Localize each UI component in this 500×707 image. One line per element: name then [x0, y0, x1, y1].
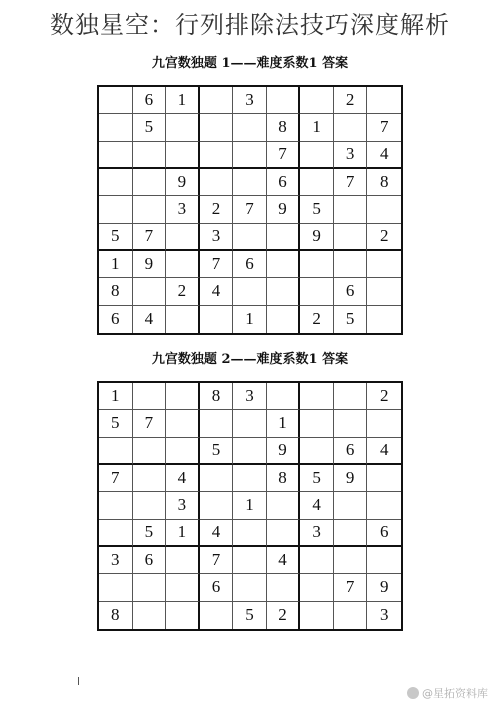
sudoku-cell: 7: [200, 547, 234, 574]
sudoku-cell: [267, 306, 301, 333]
sudoku-cell: 9: [267, 196, 301, 223]
sudoku-cell: [300, 142, 334, 169]
sudoku-cell: 4: [166, 465, 200, 492]
sudoku-cell: [367, 547, 401, 574]
sudoku-cell: 6: [200, 574, 234, 601]
sudoku-cell: 4: [367, 142, 401, 169]
sudoku-cell: [300, 574, 334, 601]
sudoku-cell: [200, 465, 234, 492]
sudoku-cell: [200, 492, 234, 519]
sudoku-cell: [133, 278, 167, 305]
sudoku-cell: 1: [300, 114, 334, 141]
sudoku-cell: [233, 142, 267, 169]
sudoku-cell: [367, 410, 401, 437]
sudoku-cell: [334, 383, 368, 410]
sudoku-cell: [300, 278, 334, 305]
puzzle-2-title: 九宫数独题 2——难度系数1 答案: [151, 352, 349, 367]
sudoku-cell: [367, 196, 401, 223]
sudoku-cell: 4: [267, 547, 301, 574]
sudoku-cell: [300, 438, 334, 465]
sudoku-cell: [334, 114, 368, 141]
sudoku-cell: [334, 602, 368, 629]
sudoku-cell: [99, 574, 133, 601]
sudoku-cell: 2: [300, 306, 334, 333]
sudoku-cell: 5: [334, 306, 368, 333]
sudoku-cell: [99, 492, 133, 519]
sudoku-cell: 3: [166, 196, 200, 223]
sudoku-cell: [133, 438, 167, 465]
sudoku-cell: [367, 251, 401, 278]
sudoku-cell: 6: [334, 438, 368, 465]
sudoku-cell: [99, 196, 133, 223]
sudoku-cell: 6: [267, 169, 301, 196]
sudoku-cell: 1: [99, 251, 133, 278]
sudoku-cell: [367, 278, 401, 305]
sudoku-cell: 5: [300, 465, 334, 492]
sudoku-cell: 4: [133, 306, 167, 333]
sudoku-cell: [133, 142, 167, 169]
sudoku-cell: [233, 410, 267, 437]
sudoku-cell: [166, 547, 200, 574]
sudoku-cell: 2: [200, 196, 234, 223]
sudoku-cell: 5: [200, 438, 234, 465]
sudoku-cell: [334, 196, 368, 223]
sudoku-cell: [166, 142, 200, 169]
sudoku-cell: [267, 520, 301, 547]
watermark-text: @星拓资料库: [422, 687, 488, 700]
sudoku-cell: 9: [367, 574, 401, 601]
sudoku-cell: 7: [99, 465, 133, 492]
sudoku-cell: 9: [334, 465, 368, 492]
sudoku-cell: 6: [133, 547, 167, 574]
sudoku-cell: 3: [233, 87, 267, 114]
sudoku-cell: 7: [334, 574, 368, 601]
sudoku-cell: [233, 438, 267, 465]
sudoku-cell: [200, 87, 234, 114]
sudoku-cell: [133, 492, 167, 519]
sudoku-cell: 3: [334, 142, 368, 169]
sudoku-cell: 9: [300, 224, 334, 251]
sudoku-cell: 4: [200, 278, 234, 305]
sudoku-cell: [133, 383, 167, 410]
sudoku-cell: 3: [379, 605, 389, 625]
sudoku-cell: [300, 87, 334, 114]
sudoku-cell: 2: [334, 87, 368, 114]
sudoku-cell: [99, 87, 133, 114]
sudoku-cell: [233, 114, 267, 141]
sudoku-cell: [200, 306, 234, 333]
sudoku-cell: [300, 383, 334, 410]
watermark-logo-icon: [407, 687, 419, 699]
sudoku-cell: [267, 278, 301, 305]
sudoku-cell: [99, 114, 133, 141]
sudoku-grid-2: [97, 381, 403, 631]
sudoku-cell: 1: [233, 306, 267, 333]
sudoku-cell: [233, 574, 267, 601]
sudoku-cell: [300, 602, 334, 629]
puzzle-1-title: 九宫数独题 1——难度系数1 答案: [151, 56, 349, 71]
sudoku-cell: [166, 224, 200, 251]
sudoku-cell: [200, 142, 234, 169]
sudoku-cell: 7: [334, 169, 368, 196]
sudoku-cell: [99, 438, 133, 465]
sudoku-cell: [200, 114, 234, 141]
sudoku-cell: [334, 410, 368, 437]
sudoku-cell: [166, 114, 200, 141]
sudoku-cell: [267, 383, 301, 410]
sudoku-cell: 6: [133, 87, 167, 114]
sudoku-cell: 9: [133, 251, 167, 278]
sudoku-cell: 2: [367, 224, 401, 251]
sudoku-cell: 7: [133, 224, 167, 251]
sudoku-cell: 1: [99, 383, 133, 410]
sudoku-grid-1: [97, 85, 403, 335]
sudoku-cell: 4: [200, 520, 234, 547]
sudoku-cell: [133, 465, 167, 492]
page-banner-title: 数独星空：行列排除法技巧深度解析: [50, 10, 450, 39]
sudoku-cell: [99, 520, 133, 547]
sudoku-cell: [367, 87, 401, 114]
sudoku-cell: 6: [99, 306, 133, 333]
sudoku-cell: [267, 224, 301, 251]
sudoku-cell: [166, 574, 200, 601]
sudoku-cell: 5: [233, 602, 267, 629]
sudoku-cell: [166, 410, 200, 437]
sudoku-cell: 5: [133, 520, 167, 547]
sudoku-cell: [334, 492, 368, 519]
sudoku-cell: 3: [166, 492, 200, 519]
sudoku-cell: 1: [166, 87, 200, 114]
sudoku-cell: 6: [367, 520, 401, 547]
sudoku-cell: [267, 492, 301, 519]
sudoku-cell: 1: [233, 492, 267, 519]
sudoku-cell: 2: [367, 383, 401, 410]
sudoku-cell: 7: [367, 114, 401, 141]
sudoku-cell: [133, 602, 167, 629]
sudoku-cell: 2: [267, 602, 301, 629]
sudoku-cell: 7: [200, 251, 234, 278]
sudoku-cell: 8: [200, 383, 234, 410]
sudoku-cell: [334, 520, 368, 547]
sudoku-cell: [367, 465, 401, 492]
sudoku-cell: [233, 224, 267, 251]
sudoku-cell: 8: [367, 169, 401, 196]
sudoku-cell: [334, 547, 368, 574]
sudoku-cell: [233, 465, 267, 492]
sudoku-cell: [233, 169, 267, 196]
sudoku-cell: 9: [267, 438, 301, 465]
sudoku-cell: [267, 574, 301, 601]
sudoku-cell: 4: [367, 438, 401, 465]
sudoku-cell: 9: [166, 169, 200, 196]
sudoku-cell: 1: [267, 410, 301, 437]
sudoku-cell: [200, 169, 234, 196]
sudoku-cell: 8: [267, 114, 301, 141]
sudoku-cell: 8: [99, 278, 133, 305]
sudoku-cell: 7: [233, 196, 267, 223]
sudoku-cell: [200, 410, 234, 437]
sudoku-cell: [166, 438, 200, 465]
sudoku-cell: 2: [166, 278, 200, 305]
sudoku-cell: [300, 169, 334, 196]
sudoku-cell: [166, 306, 200, 333]
sudoku-cell: 5: [133, 114, 167, 141]
sudoku-cell: [300, 251, 334, 278]
page-mark: [78, 677, 79, 685]
sudoku-cell: [200, 602, 234, 629]
sudoku-cell: [133, 169, 167, 196]
sudoku-cell: [233, 278, 267, 305]
sudoku-cell: [166, 602, 200, 629]
sudoku-cell: [300, 410, 334, 437]
sudoku-cell: 7: [267, 142, 301, 169]
sudoku-cell: 5: [99, 224, 133, 251]
sudoku-cell: [334, 251, 368, 278]
sudoku-cell: [300, 547, 334, 574]
sudoku-cell: [233, 547, 267, 574]
sudoku-cell: [367, 306, 401, 333]
watermark: [407, 685, 488, 701]
sudoku-cell: [334, 224, 368, 251]
sudoku-cell: 3: [200, 224, 234, 251]
sudoku-cell: [166, 251, 200, 278]
sudoku-cell: [267, 87, 301, 114]
sudoku-cell: [367, 492, 401, 519]
sudoku-cell: 6: [233, 251, 267, 278]
sudoku-cell: [166, 383, 200, 410]
sudoku-cell: [99, 142, 133, 169]
sudoku-cell: 3: [233, 383, 267, 410]
sudoku-cell: [233, 520, 267, 547]
sudoku-cell: [99, 169, 133, 196]
sudoku-cell: 8: [267, 465, 301, 492]
sudoku-cell: 6: [334, 278, 368, 305]
sudoku-cell: 1: [166, 520, 200, 547]
sudoku-cell: 3: [99, 547, 133, 574]
sudoku-cell: [133, 574, 167, 601]
sudoku-cell: 5: [300, 196, 334, 223]
sudoku-cell: [133, 196, 167, 223]
sudoku-cell: [267, 251, 301, 278]
sudoku-cell: 3: [300, 520, 334, 547]
sudoku-cell: 5: [99, 410, 133, 437]
sudoku-cell: 7: [133, 410, 167, 437]
sudoku-cell: 4: [300, 492, 334, 519]
sudoku-cell: 8: [99, 602, 133, 629]
